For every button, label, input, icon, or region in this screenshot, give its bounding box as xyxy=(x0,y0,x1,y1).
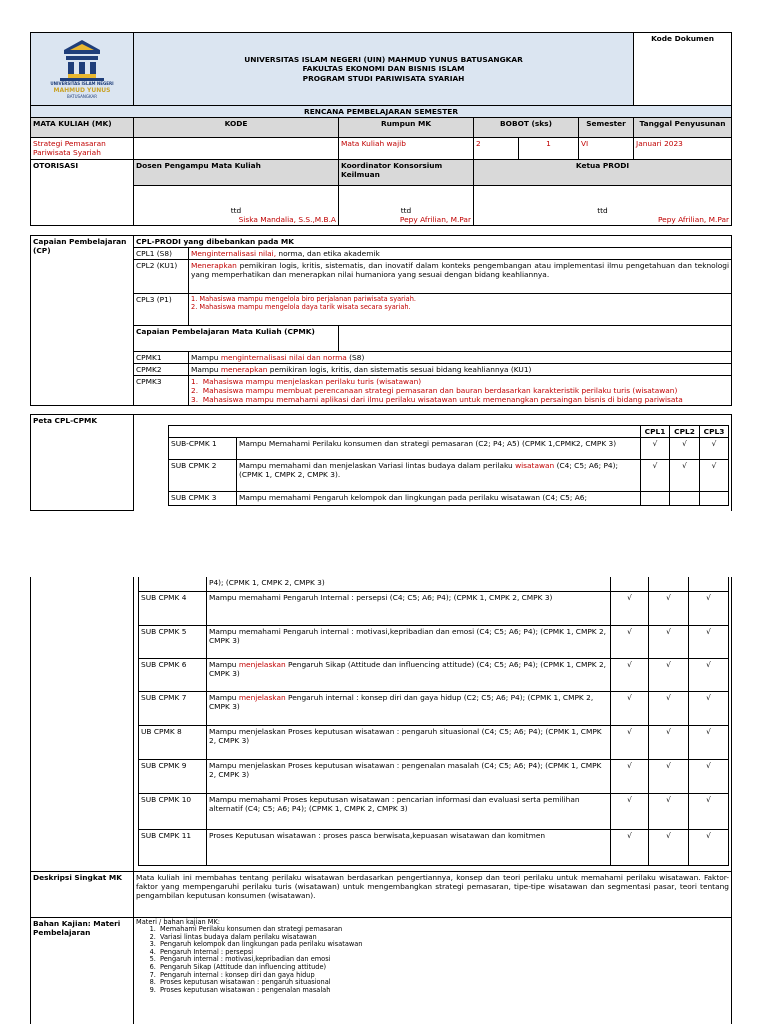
list-item: 7. Pengaruh internal : konsep diri dan gaya hidup xyxy=(158,972,729,980)
sub-cpmk-code: SUB-CPMK 1 xyxy=(169,438,237,460)
sub-cpmk-text: Mampu menjelaskan Pengaruh Sikap (Attitude dan influencing attitude) (C4; C5; A6; P4); (CPMK 1, CMPK 2, CMPK 3) xyxy=(207,658,611,691)
list-item: 5. Pengaruh internal : motivasi,kepribadian dan emosi xyxy=(158,956,729,964)
check-icon: √ xyxy=(689,658,729,691)
cpl3-code: CPL3 (P1) xyxy=(134,294,189,326)
col-tanggal: Tanggal Penyusunan xyxy=(634,118,732,138)
check-icon: √ xyxy=(700,460,729,492)
check-icon: √ xyxy=(649,691,689,725)
peta-grid-continued xyxy=(138,577,729,866)
rps-table-page-2 xyxy=(30,577,732,1024)
check-icon: √ xyxy=(670,438,700,460)
check-icon: √ xyxy=(700,438,729,460)
peta-section xyxy=(30,414,731,511)
check-icon: √ xyxy=(689,793,729,829)
sub-cpmk-text: Mampu memahami Pengaruh Internal : persepsi (C4; C5; A6; P4); (CPMK 1, CMPK 2, CMPK 3) xyxy=(207,591,611,625)
peta-grid-cell xyxy=(134,415,732,511)
kaprodi-name: Pepy Afrilian, M.Par xyxy=(657,215,730,224)
peta-grid xyxy=(168,425,729,506)
rps-page-2 xyxy=(30,577,731,1024)
sub-cpmk-code: SUB CPMK 6 xyxy=(139,658,207,691)
course-bobot-2: 1 xyxy=(519,138,579,160)
peta-table xyxy=(30,414,732,511)
university-name: UNIVERSITAS ISLAM NEGERI (UIN) MAHMUD YUNUS BATUSANGKAR xyxy=(244,55,523,65)
cpmk-title: Capaian Pembelajaran Mata Kuliah (CPMK) xyxy=(134,326,339,352)
sub-cpmk-text: Proses Keputusan wisatawan : proses pasca berwisata,kepuasan wisatawan dan komitmen xyxy=(207,829,611,865)
check-icon: √ xyxy=(670,460,700,492)
rps-table-page-1 xyxy=(30,32,732,226)
cp-section xyxy=(30,235,731,406)
course-semester: VI xyxy=(579,138,634,160)
sub-cpmk-code: SUB CPMK 10 xyxy=(139,793,207,829)
check-icon: √ xyxy=(611,759,649,793)
dosen-label: Dosen Pengampu Mata Kuliah xyxy=(134,160,339,186)
koordinator-name: Pepy Afrilian, M.Par xyxy=(399,215,471,224)
check-icon: √ xyxy=(611,658,649,691)
cp-label: Capaian Pembelajaran (CP) xyxy=(31,236,134,406)
check-icon: √ xyxy=(611,793,649,829)
course-tanggal: Januari 2023 xyxy=(634,138,732,160)
sub-cpmk-text: Mampu memahami Pengaruh kelompok dan lingkungan pada perilaku wisatawan (C4; C5; A6; xyxy=(237,492,641,506)
bahan-kajian-content xyxy=(134,917,732,1024)
kaprodi-signature xyxy=(474,186,732,226)
check-icon: √ xyxy=(611,691,649,725)
col-semester: Semester xyxy=(579,118,634,138)
header-titles xyxy=(134,33,634,106)
check-icon: √ xyxy=(689,829,729,865)
list-item: 4. Pengaruh Internal : persepsi xyxy=(158,949,729,957)
check-icon: √ xyxy=(649,759,689,793)
check-icon: √ xyxy=(611,591,649,625)
check-icon: √ xyxy=(611,725,649,759)
sub-cpmk-text: Mampu menjelaskan Pengaruh internal : konsep diri dan gaya hidup (C2; C5; A6; P4); (CPMK 1, CMPK 2, CMPK 3) xyxy=(207,691,611,725)
logo-line-2: MAHMUD YUNUS xyxy=(53,87,111,95)
sub-cpmk-text: Mampu memahami Pengaruh internal : motivasi,kepribadian dan emosi (C4; C5; A6; P4); (CPMK 1, CMPK 2, CMPK 3) xyxy=(207,625,611,658)
sub-cpmk-code: SUB CPMK 9 xyxy=(139,759,207,793)
university-logo xyxy=(31,33,134,106)
dosen-ttd: ttd xyxy=(230,205,242,215)
peta-grid-cell-continued xyxy=(134,577,732,871)
list-item: 3. Pengaruh kelompok dan lingkungan pada perilaku wisatawan xyxy=(158,941,729,949)
course-bobot-1: 2 xyxy=(474,138,519,160)
sub-cpmk-text: Mampu menjelaskan Proses keputusan wisatawan : pengenalan masalah (C4; C5; A6; P4); (CPMK 1, CMPK 2, CMPK 3) xyxy=(207,759,611,793)
program-name: PROGRAM STUDI PARIWISATA SYARIAH xyxy=(302,73,465,83)
check-icon: √ xyxy=(649,829,689,865)
check-icon: √ xyxy=(649,725,689,759)
check-icon: √ xyxy=(611,625,649,658)
koordinator-ttd: ttd xyxy=(400,205,412,215)
logo-line-3: BATUSANGKAR xyxy=(66,93,98,99)
cpmk2-text: Mampu menerapkan pemikiran logis, kritis, dan sistematis sesuai bidang keahliannya (KU1) xyxy=(189,364,732,376)
rps-page-1 xyxy=(30,32,731,226)
dosen-name: Siska Mandalia, S.S.,M.B.A xyxy=(238,215,336,224)
cpl2-text: Menerapkan pemikiran logis, kritis, sistematis, dan inovatif dalam konteks pengembangan atau implementasi ilmu pengetahuan dan teknologi yang memperhatikan dan menerapkan nilai humaniora yang sesuai dengan bidang keahliannya. xyxy=(189,260,732,294)
cpmk2-code: CPMK2 xyxy=(134,364,189,376)
cpl-prodi-title: CPL-PRODI yang dibebankan pada MK xyxy=(134,236,339,248)
sub-cpmk-code: SUB CPMK 4 xyxy=(139,591,207,625)
check-icon: √ xyxy=(689,591,729,625)
deskripsi-label: Deskripsi Singkat MK xyxy=(31,871,134,917)
col-kode: KODE xyxy=(134,118,339,138)
rps-title: RENCANA PEMBELAJARAN SEMESTER xyxy=(31,106,732,118)
document-code: Kode Dokumen xyxy=(634,33,732,106)
list-item: 1. Memahami Perilaku konsumen dan strategi pemasaran xyxy=(158,926,729,934)
list-item: 6. Pengaruh Sikap (Attitude dan influencing attitude) xyxy=(158,964,729,972)
list-item: 2. Variasi lintas budaya dalam perilaku wisatawan xyxy=(158,934,729,942)
sub-cpmk-code: SUB CPMK 7 xyxy=(139,691,207,725)
bahan-kajian-intro: Materi / bahan kajian MK: xyxy=(136,917,221,926)
koordinator-signature xyxy=(339,186,474,226)
check-icon: √ xyxy=(689,625,729,658)
check-icon: √ xyxy=(649,658,689,691)
sub-cpmk-code: UB CPMK 8 xyxy=(139,725,207,759)
sub-cpmk-text: Mampu memahami Proses keputusan wisatawan : pencarian informasi dan evaluasi serta pemilihan alternatif (C4; C5; A6; P4); (CPMK 1, CMPK 2, CMPK 3) xyxy=(207,793,611,829)
cpl3-text: 1. Mahasiswa mampu mengelola biro perjalanan pariwisata syariah. 2. Mahasiswa mampu mengelola daya tarik wisata secara syariah. xyxy=(189,294,732,326)
check-icon: √ xyxy=(649,625,689,658)
list-item: 8. Proses keputusan wisatawan : pengaruh situasional xyxy=(158,979,729,987)
cpl1-text: Menginternalisasi nilai, norma, dan etika akademik xyxy=(189,248,732,260)
course-rumpun: Mata Kuliah wajib xyxy=(339,138,474,160)
check-icon: √ xyxy=(649,793,689,829)
cp-table xyxy=(30,235,732,406)
check-icon: √ xyxy=(689,725,729,759)
bahan-kajian-list xyxy=(158,926,729,994)
cpl3-header: CPL3 xyxy=(700,426,729,438)
sub-cpmk-code: SUB CPMK 5 xyxy=(139,625,207,658)
peta-label: Peta CPL-CPMK xyxy=(31,415,134,511)
col-bobot: BOBOT (sks) xyxy=(474,118,579,138)
list-item: 9. Proses keputusan wisatawan : pengenalan masalah xyxy=(158,987,729,995)
koordinator-label: Koordinator Konsorsium Keilmuan xyxy=(339,160,474,186)
uin-logo-icon xyxy=(52,38,112,82)
col-rumpun: Rumpun MK xyxy=(339,118,474,138)
logo-line-1: UNIVERSITAS ISLAM NEGERI xyxy=(50,81,114,87)
sub-cpmk-code: SUB CPMK 3 xyxy=(169,492,237,506)
sub-cpmk-text: P4); (CPMK 1, CMPK 2, CMPK 3) xyxy=(207,577,611,591)
check-icon: √ xyxy=(689,691,729,725)
check-icon: √ xyxy=(641,460,670,492)
check-icon: √ xyxy=(611,829,649,865)
course-code xyxy=(134,138,339,160)
cpl2-header: CPL2 xyxy=(670,426,700,438)
faculty-name: FAKULTAS EKONOMI DAN BISNIS ISLAM xyxy=(302,64,465,74)
dosen-signature xyxy=(134,186,339,226)
cpmk1-text: Mampu menginternalisasi nilai dan norma (S8) xyxy=(189,352,732,364)
check-icon: √ xyxy=(641,438,670,460)
kaprodi-label: Ketua PRODI xyxy=(474,160,732,186)
sub-cpmk-text: Mampu Memahami Perilaku konsumen dan strategi pemasaran (C2; P4; A5) (CPMK 1,CPMK2, CMPK 3) xyxy=(237,438,641,460)
cpl2-code: CPL2 (KU1) xyxy=(134,260,189,294)
check-icon: √ xyxy=(649,591,689,625)
course-name: Strategi Pemasaran Pariwisata Syariah xyxy=(31,138,134,160)
cpmk3-text: 1. Mahasiswa mampu menjelaskan perilaku turis (wisatawan) 2. Mahasiswa mampu membuat perencanaan strategi pemasaran dan bauran berdasarkan karakteristik perilaku turis (wisatawan) 3. Mahasiswa mampu memahami aplikasi dari ilmu perilaku wisatawan untuk memenangkan persaingan bisnis di bidang pariwisata xyxy=(189,376,732,406)
cpmk3-code: CPMK3 xyxy=(134,376,189,406)
sub-cpmk-text: Mampu menjelaskan Proses keputusan wisatawan : pengaruh situasional (C4; C5; A6; P4); (CPMK 1, CMPK 2, CMPK 3) xyxy=(207,725,611,759)
deskripsi-text: Mata kuliah ini membahas tentang perilaku wisatawan berdasarkan pengertiannya, konsep dan teori perilaku untuk memahami perilaku wisatawan. Faktor-faktor yang mempengaruhi perilaku turis (wisatawan) untuk mengembangkan strategi pemasaran, tipe-tipe wisatawan dan segmentasi pasar, teori tentang pengambilan keputusan konsumen (wisatawan). xyxy=(134,871,732,917)
kaprodi-ttd: ttd xyxy=(597,205,608,215)
check-icon: √ xyxy=(689,759,729,793)
col-mata-kuliah: MATA KULIAH (MK) xyxy=(31,118,134,138)
cpl1-header: CPL1 xyxy=(641,426,670,438)
sub-cpmk-code: SUB CPMK 2 xyxy=(169,460,237,492)
cpl1-code: CPL1 (S8) xyxy=(134,248,189,260)
cpmk1-code: CPMK1 xyxy=(134,352,189,364)
sub-cpmk-code: SUB CMPK 11 xyxy=(139,829,207,865)
bahan-kajian-label: Bahan Kajian: Materi Pembelajaran xyxy=(31,917,134,1024)
sub-cpmk-text: Mampu memahami dan menjelaskan Variasi lintas budaya dalam perilaku wisatawan (C4; C5; A6; P4); (CPMK 1, CMPK 2, CMPK 3). xyxy=(237,460,641,492)
otorisasi-label: OTORISASI xyxy=(31,160,134,226)
